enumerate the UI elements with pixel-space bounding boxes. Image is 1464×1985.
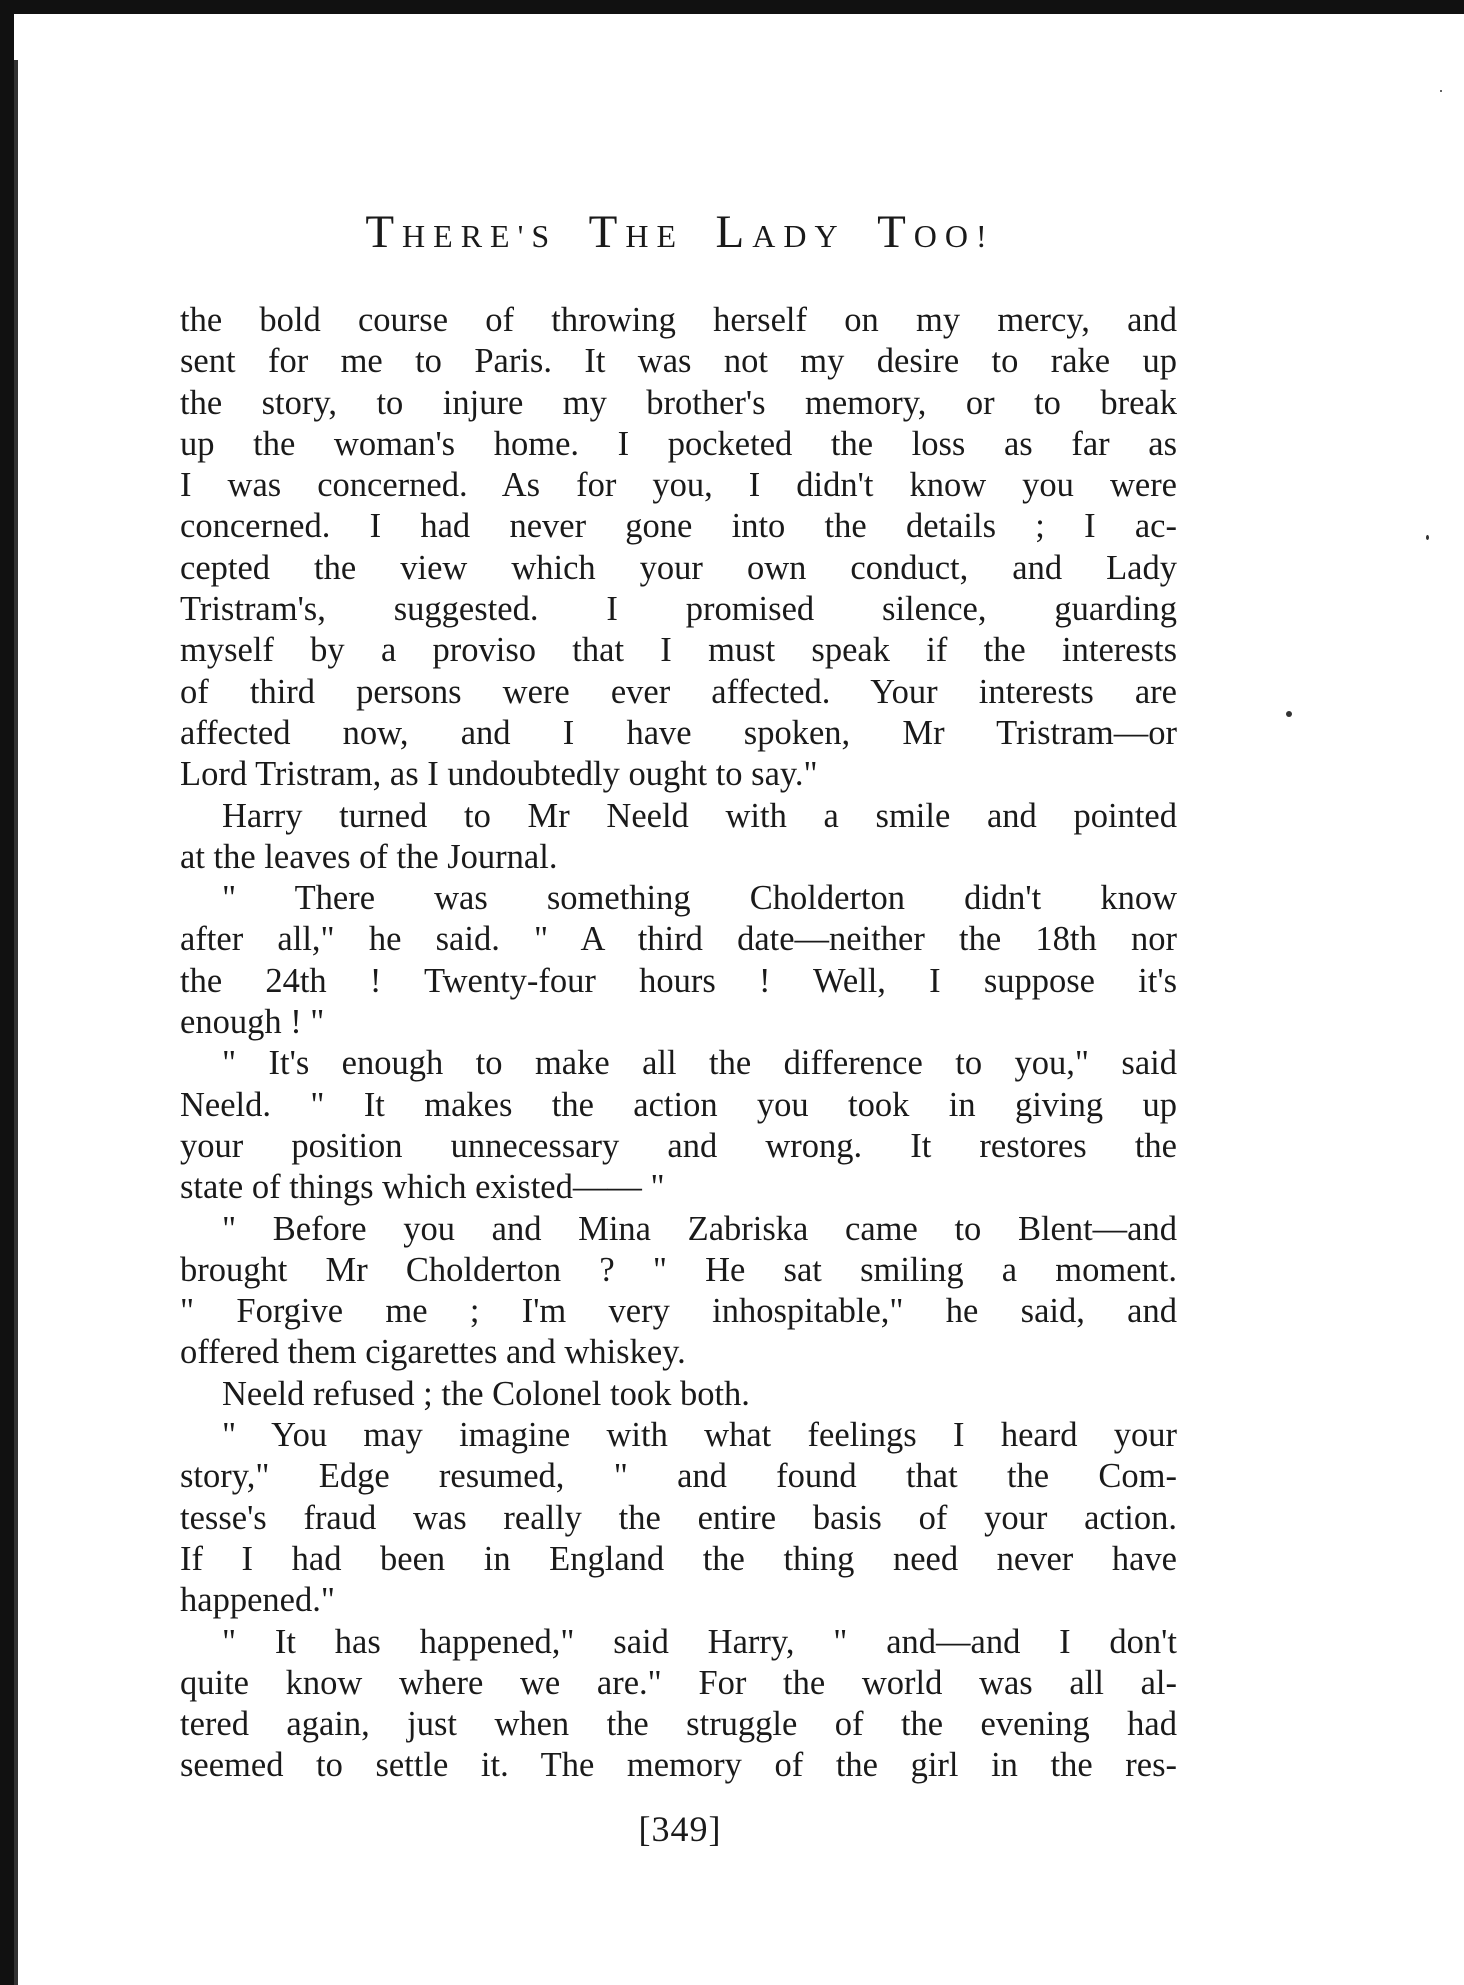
body-text <box>180 300 1177 1787</box>
text-line: " There was something Cholderton didn't know <box>222 879 1177 918</box>
text-line: myself by a proviso that I must speak if the interests <box>180 631 1177 670</box>
running-head-word: LADY <box>715 206 846 258</box>
text-line: " Forgive me ; I'm very inhospitable," he said, and <box>180 1292 1177 1331</box>
text-line: Tristram's, suggested. I promised silence, guarding <box>180 590 1177 629</box>
scan-speck <box>1440 90 1442 92</box>
running-head-word: TOO! <box>877 206 995 258</box>
text-line: Harry turned to Mr Neeld with a smile and pointed <box>222 796 1177 835</box>
text-line: " You may imagine with what feelings I heard your <box>222 1416 1177 1455</box>
text-line: your position unnecessary and wrong. It restores the <box>180 1126 1177 1165</box>
text-line: at the leaves of the Journal. <box>180 837 558 876</box>
text-line: the story, to injure my brother's memory, or to break <box>180 383 1177 422</box>
text-line: of third persons were ever affected. Your interests are <box>180 672 1177 711</box>
text-line: Neeld refused ; the Colonel took both. <box>222 1374 750 1413</box>
text-line: " Before you and Mina Zabriska came to Blent—and <box>222 1209 1177 1248</box>
running-head-word: THERE'S <box>365 206 558 258</box>
scan-speck <box>1286 711 1292 717</box>
text-line: cepted the view which your own conduct, and Lady <box>180 548 1177 587</box>
scan-speck <box>1426 535 1429 540</box>
page-number: [349] <box>638 1809 722 1849</box>
text-line: the 24th ! Twenty-four hours ! Well, I suppose it's <box>180 961 1177 1000</box>
running-head <box>180 205 1180 259</box>
text-line: up the woman's home. I pocketed the loss as far as <box>180 424 1177 463</box>
text-line: the bold course of throwing herself on my mercy, and <box>180 301 1177 339</box>
text-line: Neeld. " It makes the action you took in giving up <box>180 1085 1177 1124</box>
scan-edge-left <box>0 0 14 1985</box>
text-line: after all," he said. " A third date—neither the 18th nor <box>180 920 1177 959</box>
running-head-text <box>365 206 994 258</box>
text-line: I was concerned. As for you, I didn't know you were <box>180 466 1177 505</box>
running-head-word: THE <box>588 206 685 258</box>
text-line: quite know where we are." For the world was all al- <box>180 1663 1177 1702</box>
text-line: sent for me to Paris. It was not my desire to rake up <box>180 342 1177 381</box>
scan-edge-top <box>0 0 1464 14</box>
scan-edge-left-shadow <box>14 60 18 1985</box>
text-line: offered them cigarettes and whiskey. <box>180 1333 686 1372</box>
text-line: concerned. I had never gone into the details ; I ac- <box>180 507 1177 546</box>
text-line: tesse's fraud was really the entire basis of your action. <box>180 1498 1177 1537</box>
text-line: " It has happened," said Harry, " and—and I don't <box>222 1622 1177 1661</box>
text-line: affected now, and I have spoken, Mr Tristram—or <box>180 713 1177 752</box>
text-line: tered again, just when the struggle of the evening had <box>180 1705 1177 1744</box>
text-line: Lord Tristram, as I undoubtedly ought to say." <box>180 755 818 794</box>
text-line: story," Edge resumed, " and found that the Com- <box>180 1457 1177 1496</box>
text-line: " It's enough to make all the difference to you," said <box>222 1044 1177 1083</box>
text-line: state of things which existed—— " <box>180 1168 665 1207</box>
text-line: enough ! " <box>180 1003 325 1042</box>
text-line: If I had been in England the thing need never have <box>180 1539 1177 1578</box>
text-line: brought Mr Cholderton ? " He sat smiling a moment. <box>180 1250 1177 1289</box>
text-line: happened." <box>180 1581 335 1620</box>
text-line: seemed to settle it. The memory of the girl in the res- <box>180 1746 1177 1785</box>
